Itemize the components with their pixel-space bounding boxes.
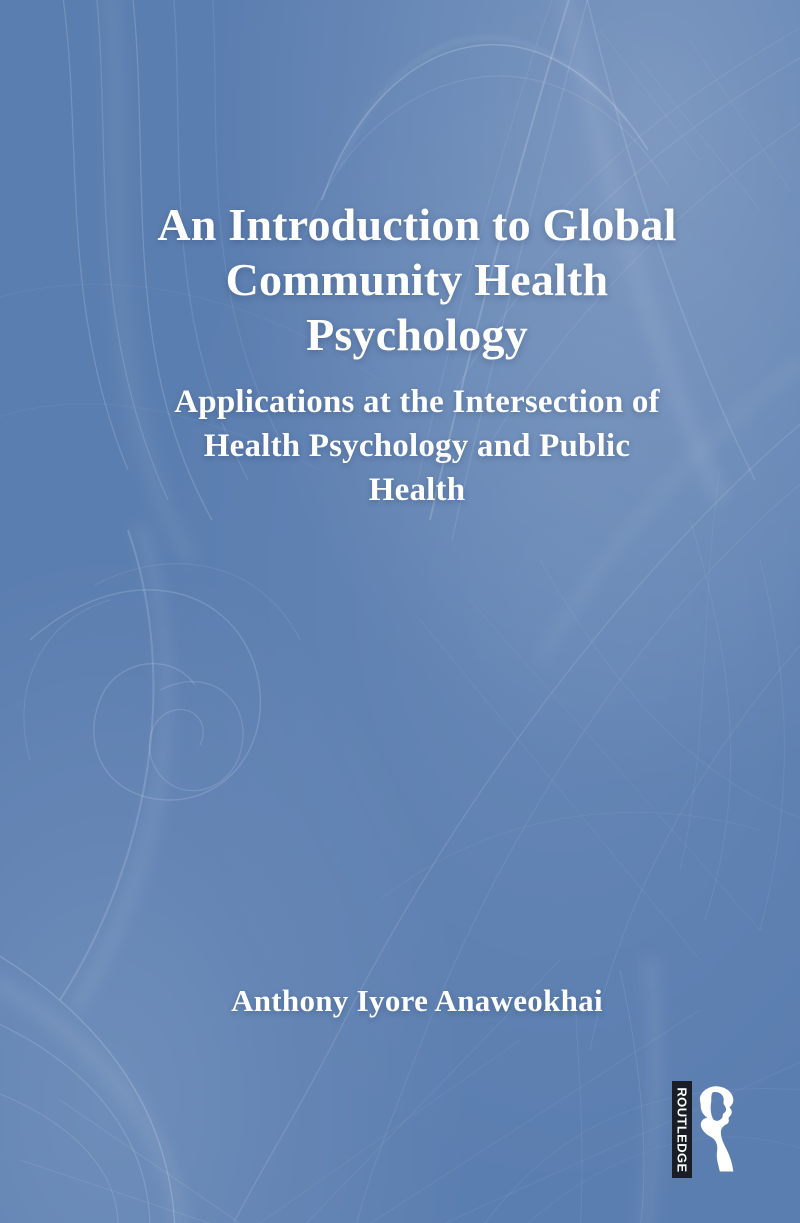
author-name: Anthony Iyore Anaweokhai	[231, 983, 603, 1018]
routledge-name-vertical-text: ROUTLEDGE	[674, 1086, 690, 1173]
title-line: An Introduction to Global	[157, 199, 677, 250]
subtitle-line: Applications at the Intersection of	[174, 384, 660, 420]
subtitle-line: Health	[368, 472, 466, 508]
book-subtitle	[34, 380, 800, 512]
book-title	[34, 0, 800, 362]
title-line: Community Health	[225, 254, 609, 305]
subtitle-line: Health Psychology and Public	[203, 428, 631, 464]
title-block	[0, 0, 800, 512]
routledge-logo	[672, 1081, 742, 1178]
title-line: Psychology	[306, 309, 528, 360]
routledge-name-bar	[672, 1081, 692, 1178]
routledge-head-profile-r-icon	[696, 1084, 740, 1173]
